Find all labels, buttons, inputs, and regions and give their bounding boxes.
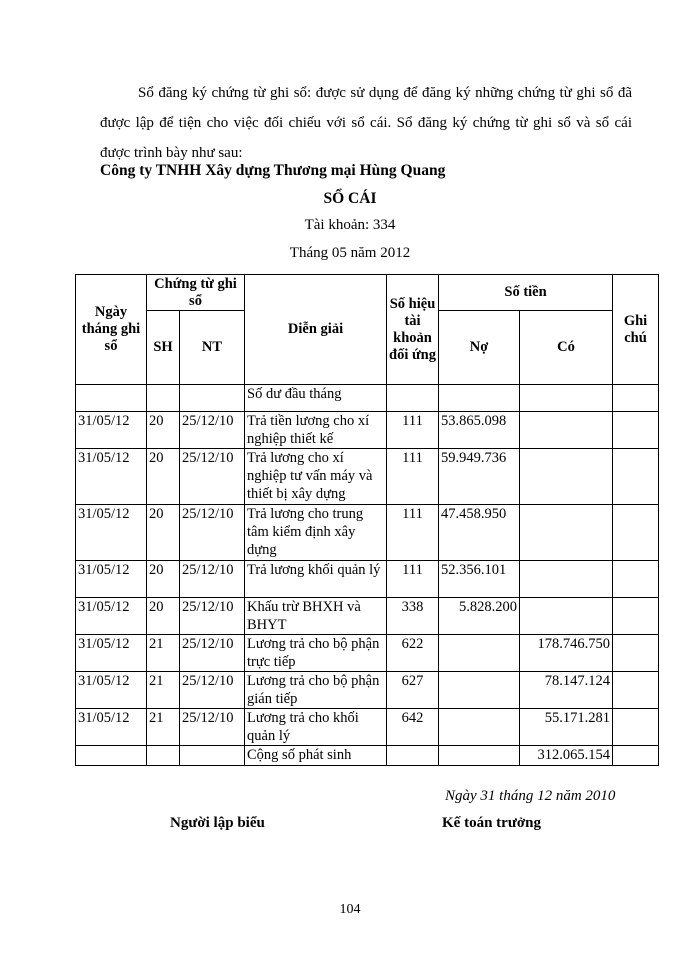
header-note: Ghi chú	[613, 275, 659, 385]
header-debit: Nợ	[439, 311, 520, 385]
period-label: Tháng 05 năm 2012	[289, 245, 411, 261]
account-label: Tài khoản: 334	[304, 217, 396, 233]
intro-paragraph	[100, 78, 632, 168]
header-date: Ngày tháng ghi sổ	[76, 275, 147, 385]
intro-text: Sổ đăng ký chứng từ ghi sổ: được sử dụng để đăng ký những chứng từ ghi sổ đã được lập để tiện cho việc đối chiếu với sổ cái. Sổ đăng ký chứng từ ghi sổ và sổ cái được trình bày như sau:	[100, 85, 632, 161]
table-row: 31/05/12 20 25/12/10 Khấu trừ BHXH và BHYT 338 5.828.200	[76, 598, 659, 635]
page-number: 104	[339, 902, 361, 917]
total-row	[76, 746, 659, 766]
total-label: Cộng số phát sinh	[245, 746, 387, 766]
opening-balance-label: Số dư đầu tháng	[245, 385, 387, 412]
header-description: Diễn giải	[245, 275, 387, 385]
table-row: 31/05/12 20 25/12/10 Trả lương khối quản lý 111 52.356.101	[76, 561, 659, 598]
header-account-no: Số hiệu tài khoản đối ứng	[387, 275, 439, 385]
table-row: 31/05/12 20 25/12/10 Trả lương cho xí nghiệp tư vấn máy và thiết bị xây dựng 111 59.949.736	[76, 449, 659, 505]
table-row: 31/05/12 20 25/12/10 Trả tiền lương cho xí nghiệp thiết kế 111 53.865.098	[76, 412, 659, 449]
company-name: Công ty TNHH Xây dựng Thương mại Hùng Quang	[100, 162, 446, 179]
total-credit: 312.065.154	[520, 746, 613, 766]
header-voucher: Chứng từ ghi sổ	[147, 275, 245, 311]
table-row: 31/05/12 21 25/12/10 Lương trả cho khối quản lý 642 55.171.281	[76, 709, 659, 746]
opening-row	[76, 385, 659, 412]
preparer-label: Người lập biểu	[170, 815, 265, 831]
chief-accountant-label: Kế toán trưởng	[442, 815, 541, 831]
header-sh: SH	[147, 311, 180, 385]
header-amount: Số tiền	[439, 275, 613, 311]
table-row: 31/05/12 20 25/12/10 Trả lương cho trung tâm kiểm định xây dựng 111 47.458.950	[76, 505, 659, 561]
ledger-table	[75, 274, 659, 766]
signature-date: Ngày 31 tháng 12 năm 2010	[445, 788, 616, 804]
header-credit: Có	[520, 311, 613, 385]
table-row: 31/05/12 21 25/12/10 Lương trả cho bộ phận gián tiếp 627 78.147.124	[76, 672, 659, 709]
header-nt: NT	[180, 311, 245, 385]
table-row: 31/05/12 21 25/12/10 Lương trả cho bộ phận trực tiếp 622 178.746.750	[76, 635, 659, 672]
ledger-title: SỔ CÁI	[323, 190, 377, 207]
